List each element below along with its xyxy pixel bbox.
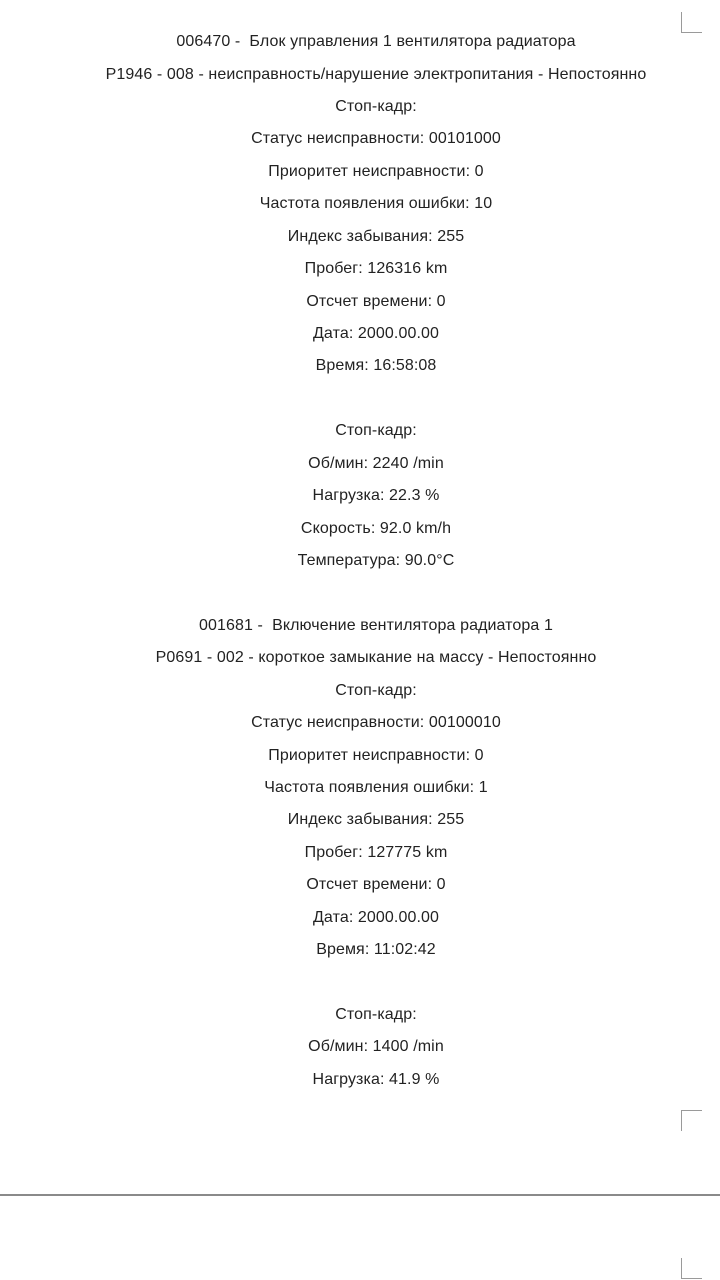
fault-1-priority: Приоритет неисправности: 0 [268, 163, 484, 180]
fault-1-freeze-frame-label-2: Стоп-кадр: [335, 422, 417, 439]
page-corner-mark [681, 1258, 702, 1279]
fault-1-speed: Скорость: 92.0 km/h [300, 520, 452, 537]
fault-2-rpm: Об/мин: 1400 /min [308, 1038, 444, 1055]
fault-1-status: Статус неисправности: 00101000 [251, 130, 501, 147]
fault-1-load: Нагрузка: 22.3 % [312, 487, 440, 504]
page-corner-mark [681, 12, 702, 33]
fault-2-time: Время: 11:02:42 [316, 941, 436, 958]
fault-2-time-counter: Отсчет времени: 0 [306, 876, 446, 893]
fault-2-frequency: Частота появления ошибки: 1 [264, 779, 488, 796]
fault-2-header: 001681 - Включение вентилятора радиатора 1 [199, 617, 553, 634]
fault-2-freeze-frame-label-2: Стоп-кадр: [335, 1006, 417, 1023]
fault-1-code-line: P1946 - 008 - неисправность/нарушение электропитания - Непостоянно [105, 66, 647, 83]
page-corner-mark [681, 1110, 702, 1131]
fault-1-time-counter: Отсчет времени: 0 [306, 293, 446, 310]
fault-2-load: Нагрузка: 41.9 % [312, 1071, 440, 1088]
fault-2-freeze-frame-label: Стоп-кадр: [335, 682, 417, 699]
fault-1-rpm: Об/мин: 2240 /min [308, 455, 444, 472]
fault-2-forget-index: Индекс забывания: 255 [287, 811, 465, 828]
fault-1-mileage: Пробег: 126316 km [304, 260, 448, 277]
fault-2-priority: Приоритет неисправности: 0 [268, 747, 484, 764]
fault-1-frequency: Частота появления ошибки: 10 [259, 195, 493, 212]
fault-2-date: Дата: 2000.00.00 [313, 909, 439, 926]
fault-1-forget-index: Индекс забывания: 255 [287, 228, 465, 245]
fault-2-status: Статус неисправности: 00100010 [251, 714, 501, 731]
fault-1-header: 006470 - Блок управления 1 вентилятора радиатора [176, 33, 576, 50]
fault-2-mileage: Пробег: 127775 km [304, 844, 448, 861]
next-document-page [0, 1196, 720, 1280]
fault-1-temperature: Температура: 90.0°C [297, 552, 455, 569]
fault-1-freeze-frame-label: Стоп-кадр: [335, 98, 417, 115]
fault-1-time: Время: 16:58:08 [315, 357, 437, 374]
fault-2-code-line: P0691 - 002 - короткое замыкание на массу - Непостоянно [155, 649, 597, 666]
fault-1-date: Дата: 2000.00.00 [313, 325, 439, 342]
